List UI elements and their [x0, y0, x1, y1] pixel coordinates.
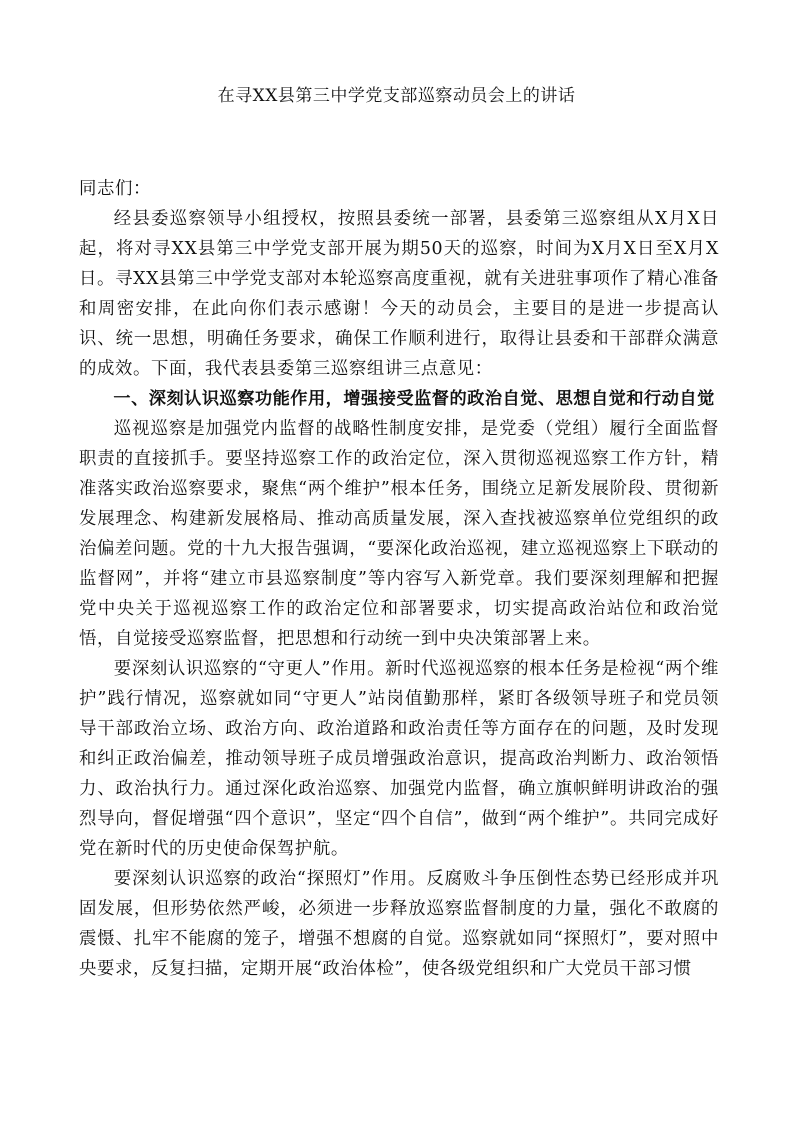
salutation: 同志们：: [79, 179, 151, 199]
paragraph-intro: 经县委巡察领导小组授权，按照县委统一部署，县委第三巡察组从X月X日起，将对寻XX县第三中学党支部开展为期50天的巡察，时间为X月X日至X月X日。寻XX县第三中学党支部对本轮巡察高度重视，就有关进驻事项作了精心准备和周密安排，在此向你们表示感谢！今天的动员会，主要目的是进一步提高认识、统一思想，明确任务要求，确保工作顺利进行，取得让县委和干部群众满意的成效。下面，我代表县委第三巡察组讲三点意见：: [79, 209, 719, 379]
paragraph-searchlight: 要深刻认识巡察的政治“探照灯”作用。反腐败斗争压倒性态势已经形成并巩固发展，但形势依然严峻，必须进一步释放巡察监督制度的力量，强化不敢腐的震慑、扎牢不能腐的笼子，增强不想腐的自觉。巡察就如同“探照灯”，要对照中央要求，反复扫描，定期开展“政治体检”，使各级党组织和广大党员干部习惯: [79, 869, 719, 979]
paragraph-supervision: 巡视巡察是加强党内监督的战略性制度安排，是党委（党组）履行全面监督职责的直接抓手。要坚持巡察工作的政治定位，深入贯彻巡视巡察工作方针，精准落实政治巡察要求，聚焦“两个维护”根本任务，围绕立足新发展阶段、贯彻新发展理念、构建新发展格局、推动高质量发展，深入查找被巡察单位党组织的政治偏差问题。党的十九大报告强调，“要深化政治巡视，建立巡视巡察上下联动的监督网”，并将“建立市县巡察制度”等内容写入新党章。我们要深刻理解和把握党中央关于巡视巡察工作的政治定位和部署要求，切实提高政治站位和政治觉悟，自觉接受巡察监督，把思想和行动统一到中央决策部署上来。: [79, 419, 719, 649]
paragraph-watchman: 要深刻认识巡察的“守更人”作用。新时代巡视巡察的根本任务是检视“两个维护”践行情况，巡察就如同“守更人”站岗值勤那样，紧盯各级领导班子和党员领导干部政治立场、政治方向、政治道路和政治责任等方面存在的问题，及时发现和纠正政治偏差，推动领导班子成员增强政治意识，提高政治判断力、政治领悟力、政治执行力。通过深化政治巡察、加强党内监督，确立旗帜鲜明讲政治的强烈导向，督促增强“四个意识”，坚定“四个自信”，做到“两个维护”。共同完成好党在新时代的历史使命保驾护航。: [79, 659, 719, 859]
section-heading-1: 一、深刻认识巡察功能作用，增强接受监督的政治自觉、思想自觉和行动自觉: [113, 389, 715, 409]
document-title: 在寻XX县第三中学党支部巡察动员会上的讲话: [217, 86, 576, 106]
document-body: [79, 174, 719, 984]
